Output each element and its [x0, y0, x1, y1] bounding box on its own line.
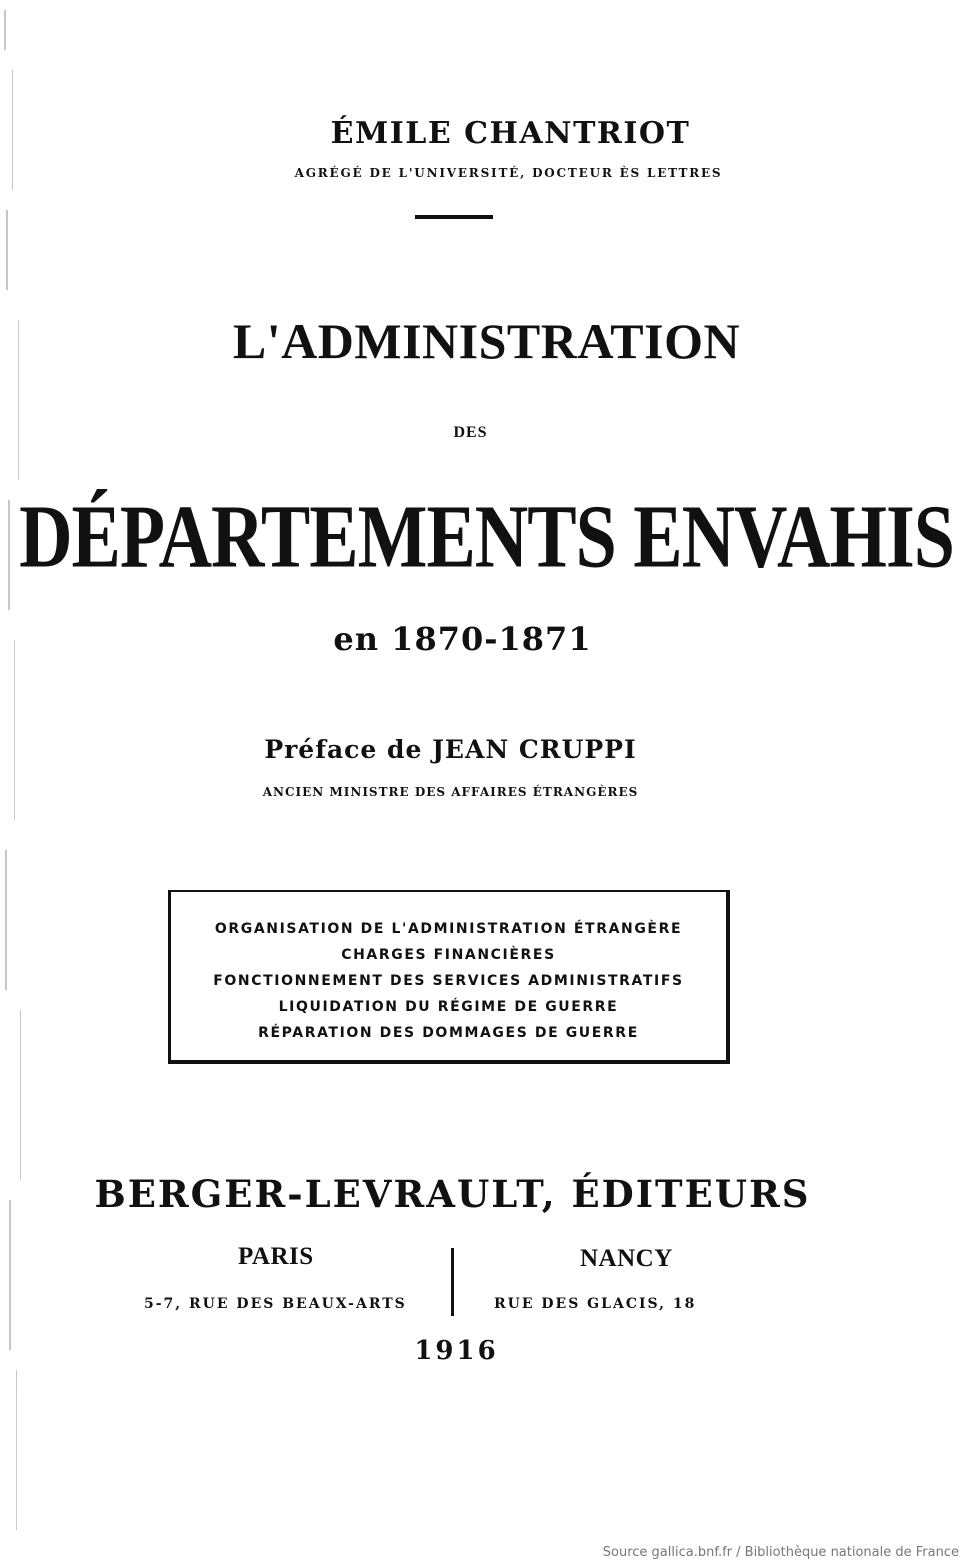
- contents-item: RÉPARATION DES DOMMAGES DE GUERRE: [258, 1025, 639, 1041]
- scan-margin-speckle: [0, 0, 60, 1566]
- contents-box: [168, 890, 730, 1064]
- preface-line: Préface de JEAN CRUPPI: [264, 735, 637, 764]
- contents-item: LIQUIDATION DU RÉGIME DE GUERRE: [278, 999, 619, 1015]
- contents-item: ORGANISATION DE L'ADMINISTRATION ÉTRANGÈRE: [214, 921, 683, 937]
- contents-item: FONCTIONNEMENT DES SERVICES ADMINISTRATIFS: [213, 973, 684, 989]
- contents-list: [171, 892, 726, 1046]
- publisher-address-nancy: RUE DES GLACIS, 18: [494, 1296, 697, 1312]
- author-credentials: AGRÉGÉ DE L'UNIVERSITÉ, DOCTEUR ÈS LETTRES: [294, 166, 723, 180]
- publication-year: 1916: [414, 1336, 499, 1366]
- address-divider: [451, 1248, 454, 1316]
- preface-author-title: ANCIEN MINISTRE DES AFFAIRES ÉTRANGÈRES: [262, 785, 639, 799]
- publisher-name: BERGER-LEVRAULT, ÉDITEURS: [94, 1172, 811, 1216]
- title-line-dates: en 1870-1871: [333, 620, 592, 658]
- separator-rule: [415, 215, 493, 219]
- publisher-city-nancy: NANCY: [580, 1245, 673, 1272]
- title-line-departements: DÉPARTEMENTS ENVAHIS: [19, 487, 954, 588]
- title-line-des: DES: [453, 424, 488, 441]
- title-line-administration: L'ADMINISTRATION: [232, 313, 741, 369]
- publisher-city-paris: PARIS: [238, 1243, 314, 1270]
- source-credit: Source gallica.bnf.fr / Bibliothèque nationale de France: [602, 1545, 959, 1560]
- author-name: ÉMILE CHANTRIOT: [330, 116, 691, 151]
- publisher-address-paris: 5-7, RUE DES BEAUX-ARTS: [144, 1296, 407, 1312]
- contents-item: CHARGES FINANCIÈRES: [341, 947, 556, 963]
